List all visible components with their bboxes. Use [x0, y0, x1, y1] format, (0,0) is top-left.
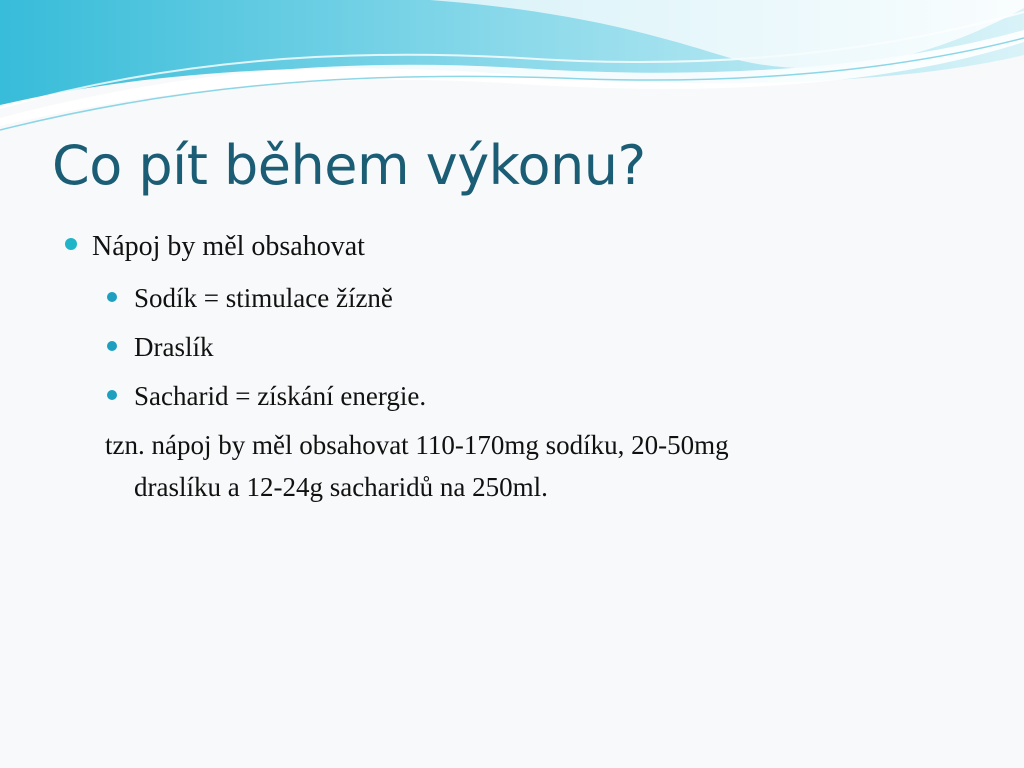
slide-title: Co pít během výkonu?: [52, 134, 646, 197]
sub-bullet-dot-icon: [107, 390, 117, 400]
sub-bullet-dot-icon: [107, 292, 117, 302]
bullet-dot-icon: [65, 238, 77, 250]
bullet-item: Nápoj by měl obsahovat: [92, 231, 365, 262]
sub-bullet-item: Draslík: [134, 332, 214, 362]
header-wave-decoration: [0, 0, 1024, 140]
sub-bullet-item: Sodík = stimulace žízně: [134, 283, 393, 313]
sub-bullet-item: Sacharid = získání energie.: [134, 381, 427, 411]
note-text-line: tzn. nápoj by měl obsahovat 110-170mg sodíku, 20-50mg: [105, 430, 729, 460]
sub-bullet-dot-icon: [107, 341, 117, 351]
note-text-line: draslíku a 12-24g sacharidů na 250ml.: [134, 472, 548, 502]
